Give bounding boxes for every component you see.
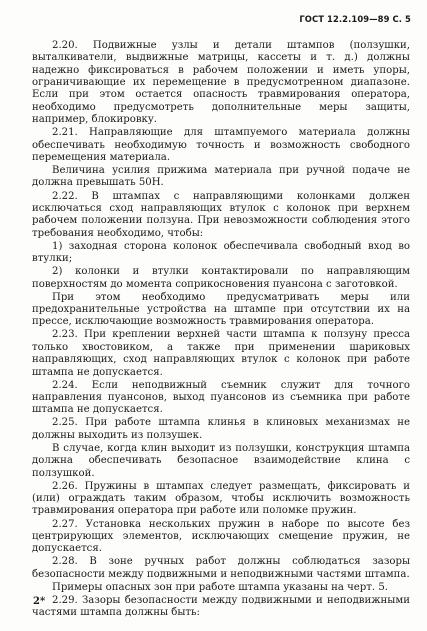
- paragraph-2-28: 2.28. В зоне ручных работ должны соблюдаться зазоры безопасности между подвижными и неподвижными частями штампа.: [32, 556, 410, 580]
- paragraph-2-24: 2.24. Если неподвижный съемник служит для точного направления пуансонов, выход пуансонов из съемника при работе штампа не допускается.: [32, 379, 410, 416]
- paragraph-danger-zones: Примеры опасных зон при работе штампа указаны на черт. 5.: [52, 581, 388, 593]
- paragraph-clamping-force: Величина усилия прижима материала при ручной подаче не должна превышать 50Н.: [32, 165, 410, 189]
- paragraph-wedge-exit: В случае, когда клин выходит из ползушки, конструкция штампа должна обеспечивать безопасное взаимодействие клина с ползушкой.: [32, 442, 410, 479]
- paragraph-2-22: 2.22. В штампах с направляющими колонками должен исключаться сход направляющих втулок с колонок при верхнем рабочем положении ползуна. При невозможности соблюдения этого требования необходимо, чтобы:: [32, 190, 410, 239]
- paragraph-2-21: 2.21. Направляющие для штампуемого материала должны обеспечивать необходимую точность и возможность свободного перемещения материала.: [32, 127, 410, 163]
- paragraph-2-27: 2.27. Установка нескольких пружин в наборе по высоте без центрирующих элементов, исключающих смещение пружин, не допускается.: [32, 518, 410, 555]
- paragraph-2-25: 2.25. При работе штампа клинья в клиновых механизмах не должны выходить из ползушек.: [32, 417, 410, 441]
- paragraph-safety-devices: При этом необходимо предусматривать меры или предохранительные устройства на штампе при отсутствии их на прессе, исключающие возможность травмирования оператора.: [32, 291, 410, 328]
- paragraph-2-23: 2.23. При креплении верхней части штампа к ползуну пресса только хвостовиком, а также при применении шариковых направляющих, сход направляющих втулок с колонок при работе штампа не допускается.: [32, 329, 410, 378]
- paragraph-2-26: 2.26. Пружины в штампах следует размещать, фиксировать и (или) ограждать таким образом, чтобы исключить возможность травмирования оператора при работе или поломке пружин.: [32, 480, 410, 517]
- body-text: [32, 40, 410, 620]
- page-number: 2*: [33, 596, 46, 607]
- paragraph-2-20: 2.20. Подвижные узлы и детали штампов (ползушки, выталкиватели, выдвижные матрицы, кассеты и т. д.) должны надежно фиксироваться в рабочем положении и иметь упоры, ограничивающие их перемещение в предусмотренном диапазоне. Если при этом остается опасность травмирования оператора, необходимо предусмотреть дополнительные меры защиты, например, блокировку.: [32, 40, 410, 126]
- list-item-2: 2) колонки и втулки контактировали по направляющим поверхностям до момента соприкосновения пуансона с заготовкой.: [32, 266, 410, 290]
- list-item-1: 1) заходная сторона колонок обеспечивала свободный вход во втулки;: [32, 240, 410, 265]
- running-header: ГОСТ 12.2.109—89 С. 5: [299, 14, 411, 24]
- paragraph-2-29: 2.29. Зазоры безопасности между подвижными и неподвижными частями штампа должны быть:: [32, 595, 410, 619]
